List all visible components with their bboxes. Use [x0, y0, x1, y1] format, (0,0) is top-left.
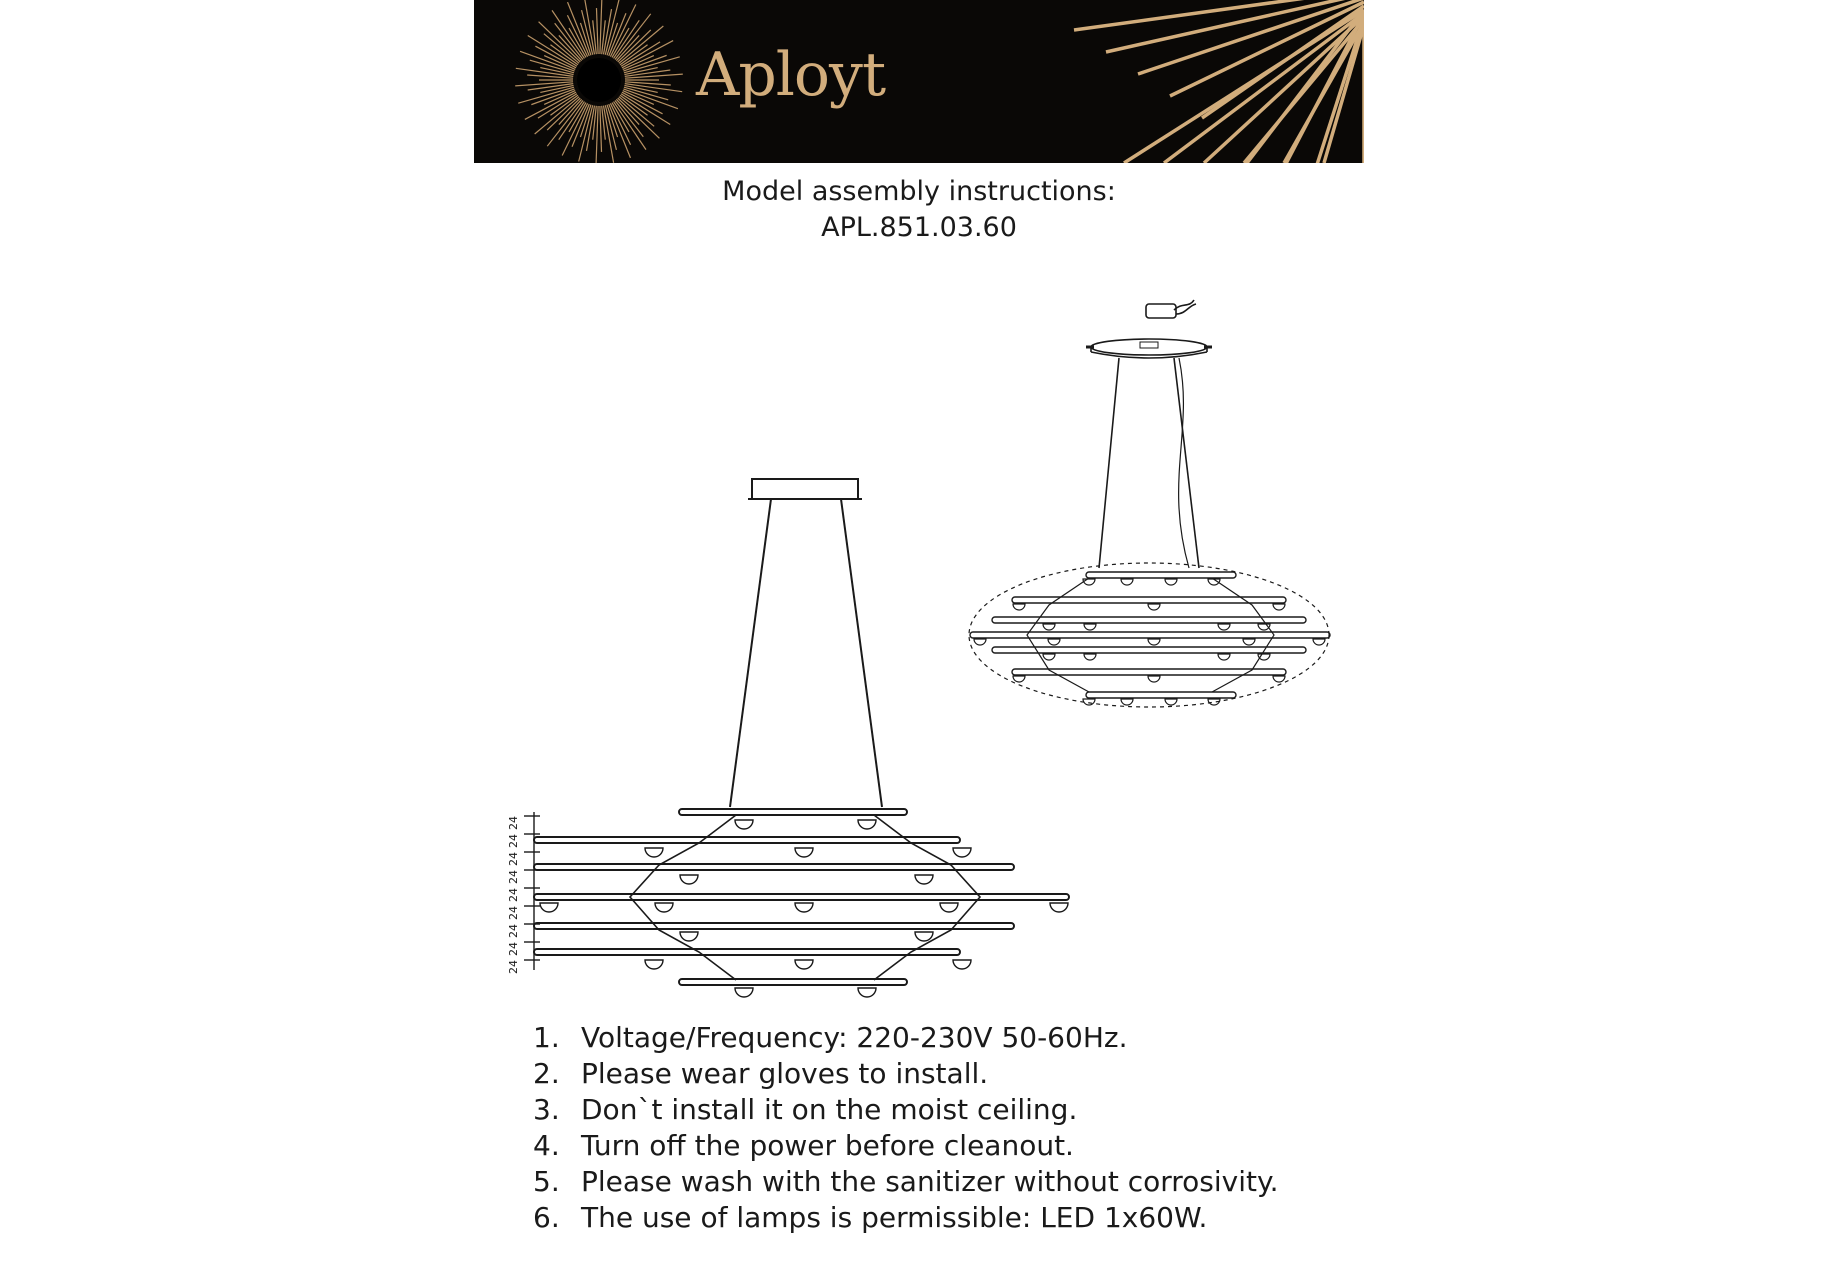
specifications-list: [533, 1020, 1278, 1236]
chandelier-drawings: [474, 280, 1364, 1010]
dimension-label: 24: [507, 888, 520, 902]
perspective-view-drawing: [969, 300, 1330, 707]
document-title: Model assembly instructions:: [722, 176, 1116, 207]
brand-banner: [474, 0, 1364, 163]
spec-item: 2. Please wear gloves to install.: [533, 1057, 989, 1090]
spec-item: 3. Don`t install it on the moist ceiling.: [533, 1093, 1078, 1126]
model-number: APL.851.03.60: [821, 212, 1017, 243]
dimension-label: 24: [507, 942, 520, 956]
brand-name: Aployt: [696, 40, 886, 110]
spec-item: 1. Voltage/Frequency: 220-230V 50-60Hz.: [533, 1021, 1128, 1054]
dimension-label: 24: [507, 834, 520, 848]
sunburst-logo-icon: [474, 0, 1364, 163]
dimension-label: 24: [507, 852, 520, 866]
spec-item: 5. Please wash with the sanitizer without corrosivity.: [533, 1165, 1279, 1198]
dimension-label: 24: [507, 906, 520, 920]
dimension-label: 24: [507, 960, 520, 974]
dimension-label: 24: [507, 816, 520, 830]
spec-item: 6. The use of lamps is permissible: LED 1x60W.: [533, 1201, 1208, 1234]
dimension-label: 24: [507, 870, 520, 884]
side-view-drawing: [524, 479, 1069, 997]
spec-item: 4. Turn off the power before cleanout.: [533, 1129, 1074, 1162]
dimension-label: 24: [507, 924, 520, 938]
